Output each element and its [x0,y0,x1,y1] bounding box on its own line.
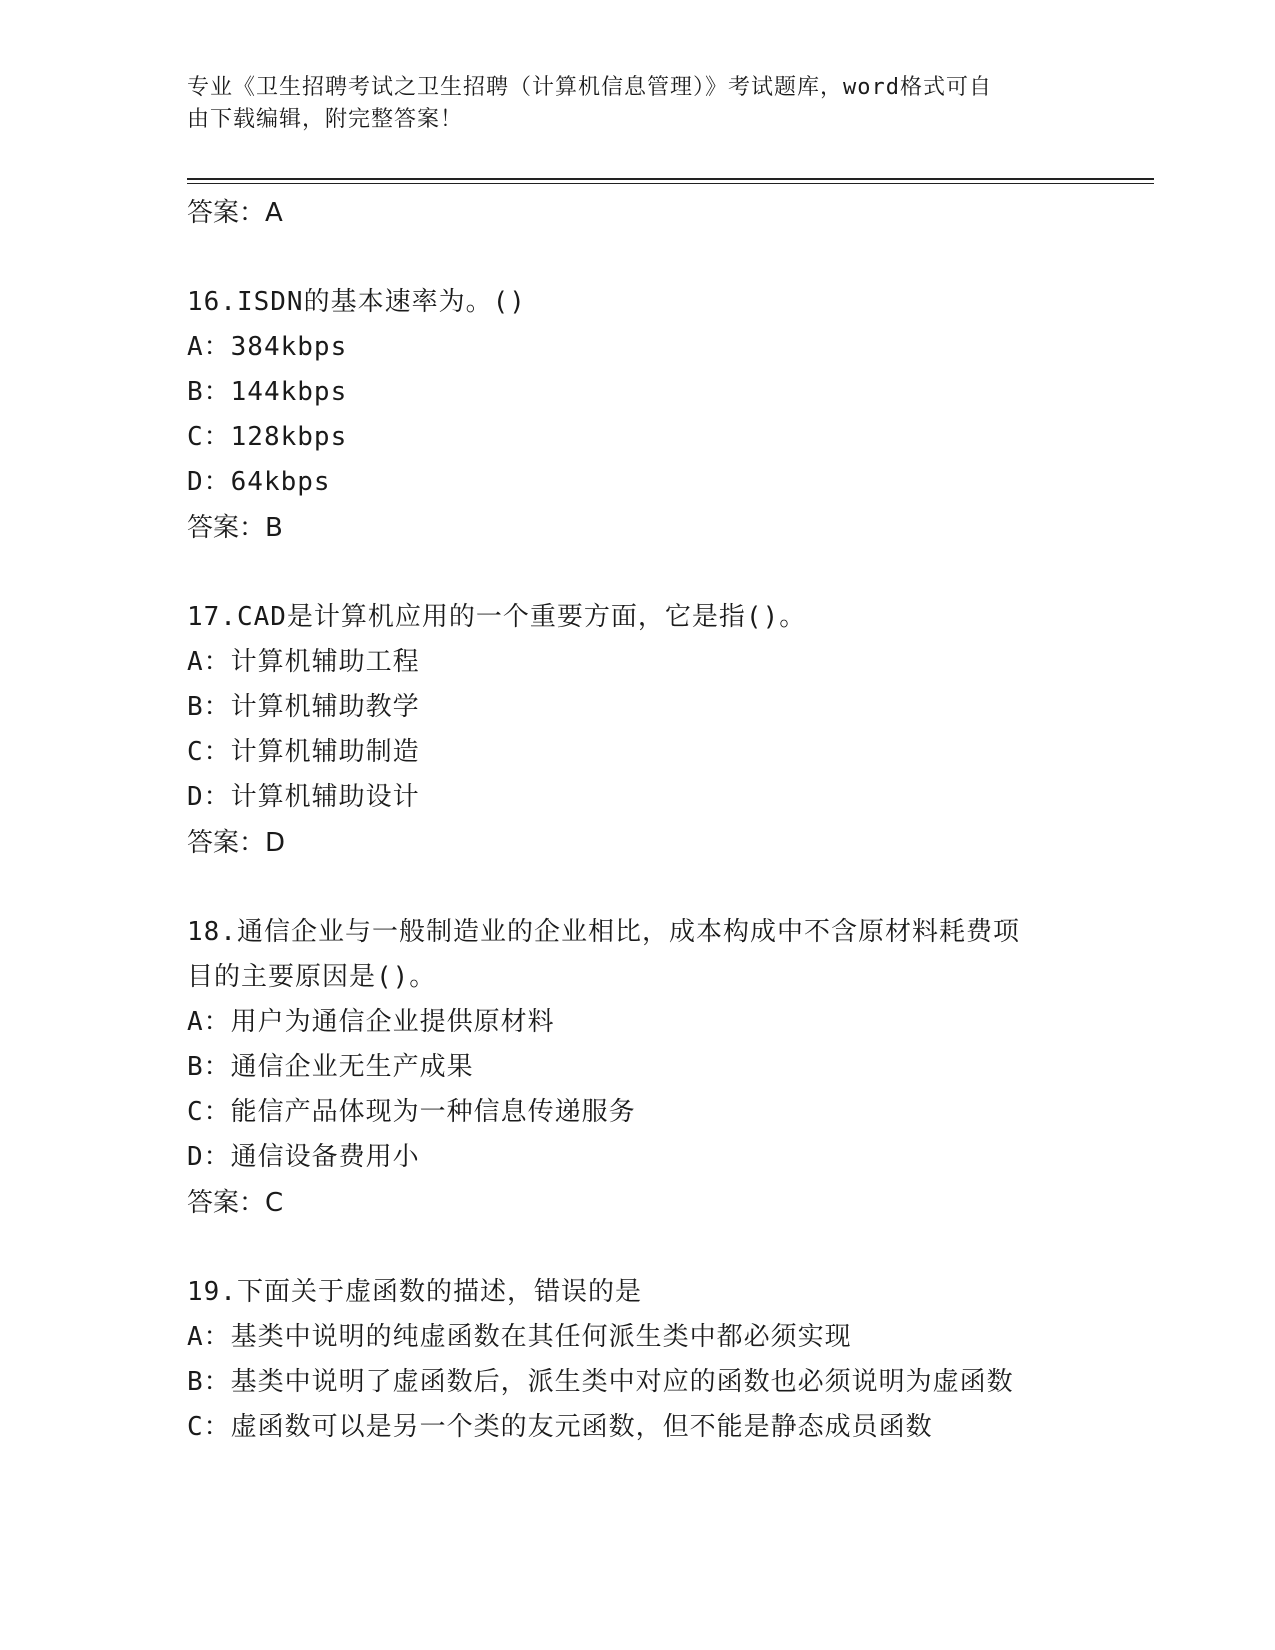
option-text: 144kbps [230,377,348,407]
answer-label: 答案： [187,1188,266,1218]
header-rule-thin [187,183,1154,184]
option-letter: C： [187,422,231,452]
option-a [187,1315,1147,1360]
option-b [187,1045,1147,1090]
option-letter: B： [187,377,231,407]
answer-label: 答案： [187,513,266,543]
option-d [187,775,1147,820]
option-letter: D： [187,1142,231,1172]
option-letter: B： [187,1052,231,1082]
question-title: 17.CAD是计算机应用的一个重要方面，它是指()。 [187,602,807,632]
option-d [187,460,1147,505]
spacer [187,1226,1147,1270]
question-16 [187,280,1147,505]
option-letter: A： [187,1322,231,1352]
spacer [187,551,1147,595]
option-text: 通信企业无生产成果 [230,1052,474,1082]
option-letter: C： [187,737,231,767]
header-line-2: 由下载编辑，附完整答案！ [187,107,464,132]
question-list [187,190,1147,1450]
answer-label: 答案： [187,828,266,858]
option-text: 计算机辅助设计 [230,782,420,812]
question-19 [187,1270,1147,1450]
answer-line [187,190,1147,236]
spacer [187,236,1147,280]
option-a [187,640,1147,685]
option-text: 用户为通信企业提供原材料 [230,1007,555,1037]
option-c [187,415,1147,460]
question-title: 19.下面关于虚函数的描述，错误的是 [187,1277,642,1307]
option-text: 基类中说明的纯虚函数在其任何派生类中都必须实现 [230,1322,852,1352]
answer-value: A [265,198,283,228]
answer-value: C [265,1188,284,1218]
option-text: 384kbps [230,332,348,362]
answer-value: B [265,513,283,543]
question-title: 16.ISDN的基本速率为。() [187,287,526,317]
answer-line [187,820,1147,866]
question-title-line-2: 目的主要原因是()。 [187,962,437,992]
option-letter: A： [187,1007,231,1037]
option-text: 计算机辅助制造 [230,737,420,767]
option-letter: A： [187,332,231,362]
question-17 [187,595,1147,820]
option-text: 基类中说明了虚函数后，派生类中对应的函数也必须说明为虚函数 [230,1367,1014,1397]
option-letter: D： [187,467,231,497]
option-text: 128kbps [230,422,348,452]
option-letter: B： [187,692,231,722]
option-text: 通信设备费用小 [230,1142,420,1172]
question-18 [187,910,1147,1180]
answer-value: D [265,828,286,858]
option-letter: D： [187,782,231,812]
option-b [187,685,1147,730]
answer-line [187,1180,1147,1226]
option-text: 虚函数可以是另一个类的友元函数，但不能是静态成员函数 [230,1412,933,1442]
option-d [187,1135,1147,1180]
option-c [187,1405,1147,1450]
option-text: 计算机辅助教学 [230,692,420,722]
option-letter: B： [187,1367,231,1397]
option-c [187,730,1147,775]
option-letter: C： [187,1097,231,1127]
option-b [187,1360,1147,1405]
option-c [187,1090,1147,1135]
option-text: 能信产品体现为一种信息传递服务 [230,1097,636,1127]
option-b [187,370,1147,415]
option-text: 64kbps [230,467,331,497]
spacer [187,866,1147,910]
option-text: 计算机辅助工程 [230,647,420,677]
option-a [187,1000,1147,1045]
document-header [187,72,1067,136]
option-letter: A： [187,647,231,677]
question-title-line-1: 18.通信企业与一般制造业的企业相比，成本构成中不含原材料耗费项 [187,917,1020,947]
header-line-1: 专业《卫生招聘考试之卫生招聘（计算机信息管理）》考试题库，word格式可自 [187,75,992,100]
header-rule-thick [187,178,1154,180]
option-letter: C： [187,1412,231,1442]
answer-label: 答案： [187,198,266,228]
answer-line [187,505,1147,551]
option-a [187,325,1147,370]
